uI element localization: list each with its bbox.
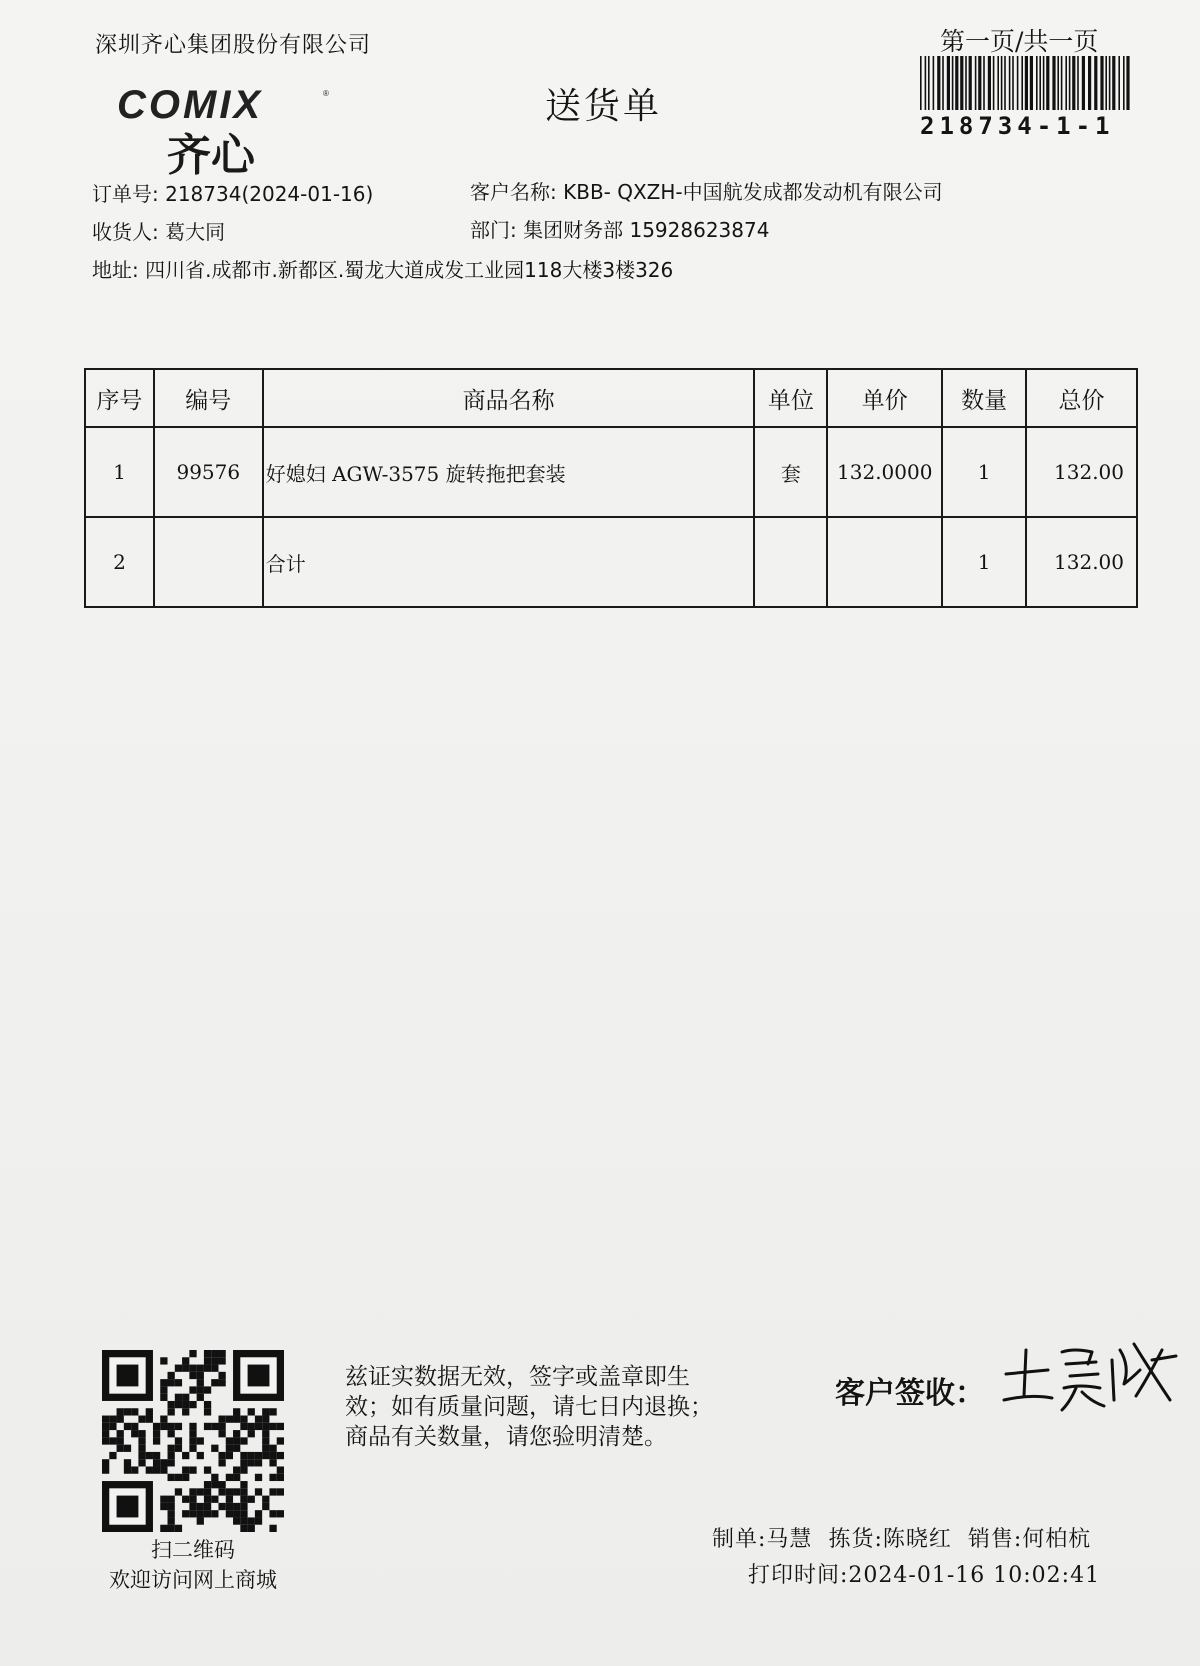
barcode-number: 218734-1-1 bbox=[920, 112, 1115, 140]
address-value: 四川省.成都市.新都区.蜀龙大道成发工业园118大楼3楼326 bbox=[145, 258, 674, 282]
handwritten-signature bbox=[1000, 1330, 1180, 1420]
order-number bbox=[92, 178, 373, 207]
qr-caption-line-2: 欢迎访问网上商城 bbox=[109, 1568, 277, 1592]
cell-price: 132.0000 bbox=[827, 427, 942, 517]
col-header-seq: 序号 bbox=[85, 369, 154, 427]
table-header-row bbox=[85, 369, 1137, 427]
customer-value: KBB- QXZH-中国航发成都发动机有限公司 bbox=[563, 180, 943, 204]
print-time-value: 2024-01-16 10:02:41 bbox=[848, 1563, 1101, 1588]
cell-total: 132.00 bbox=[1026, 427, 1137, 517]
order-label: 订单号: bbox=[92, 182, 166, 206]
cell-code bbox=[154, 517, 263, 607]
cell-seq: 1 bbox=[85, 427, 154, 517]
customer-sign-label: 客户签收： bbox=[835, 1376, 985, 1411]
maker-label: 制单: bbox=[712, 1527, 767, 1552]
col-header-price: 单价 bbox=[827, 369, 942, 427]
department-label: 部门: bbox=[470, 218, 524, 242]
cell-product: 合计 bbox=[263, 517, 755, 607]
staff-line bbox=[712, 1522, 1091, 1553]
recipient-value: 葛大同 bbox=[165, 220, 226, 244]
department-value: 集团财务部 15928623874 bbox=[523, 218, 770, 242]
cell-product: 好媳妇 AGW-3575 旋转拖把套装 bbox=[263, 427, 755, 517]
notice-line-1: 兹证实数据无效，签字或盖章即生 bbox=[345, 1364, 690, 1390]
table-row bbox=[85, 427, 1137, 517]
sales-label: 销售: bbox=[967, 1527, 1023, 1552]
col-header-code: 编号 bbox=[154, 369, 263, 427]
svg-text:®: ® bbox=[323, 89, 329, 98]
notice-line-3: 商品有关数量，请您验明清楚。 bbox=[345, 1424, 667, 1450]
items-table bbox=[84, 368, 1138, 608]
print-time bbox=[748, 1558, 1100, 1589]
col-header-total: 总价 bbox=[1026, 369, 1137, 427]
address-label: 地址: bbox=[92, 258, 146, 282]
company-name: 深圳齐心集团股份有限公司 bbox=[95, 33, 372, 58]
cell-qty: 1 bbox=[942, 517, 1026, 607]
cell-seq: 2 bbox=[85, 517, 154, 607]
table-row bbox=[85, 517, 1137, 607]
comix-logo bbox=[115, 80, 345, 180]
cell-price bbox=[827, 517, 942, 607]
address bbox=[92, 254, 673, 283]
page-indicator: 第一页/共一页 bbox=[940, 27, 1099, 56]
qr-code-image bbox=[102, 1350, 284, 1532]
col-header-qty: 数量 bbox=[942, 369, 1026, 427]
logo-wordmark: COMIX bbox=[117, 83, 264, 127]
maker-value: 马慧 bbox=[766, 1527, 813, 1552]
picker-label: 拣货: bbox=[828, 1527, 883, 1552]
cell-unit: 套 bbox=[754, 427, 827, 517]
sales-value: 何柏杭 bbox=[1022, 1527, 1092, 1552]
qr-caption-line-1: 扫二维码 bbox=[151, 1538, 235, 1562]
picker-value: 陈晓红 bbox=[882, 1527, 952, 1552]
cell-qty: 1 bbox=[942, 427, 1026, 517]
notice-text bbox=[345, 1362, 765, 1452]
cell-total: 132.00 bbox=[1026, 517, 1137, 607]
barcode-image bbox=[918, 56, 1134, 110]
customer-name bbox=[470, 176, 943, 205]
logo-chinese: 齐心 bbox=[167, 130, 255, 180]
order-value: 218734(2024-01-16) bbox=[165, 182, 374, 206]
customer-label: 客户名称: bbox=[470, 180, 564, 204]
notice-line-2: 效；如有质量问题，请七日内退换； bbox=[345, 1394, 713, 1420]
recipient-label: 收货人: bbox=[92, 220, 166, 244]
col-header-unit: 单位 bbox=[754, 369, 827, 427]
document-title: 送货单 bbox=[545, 86, 663, 127]
department bbox=[470, 214, 769, 243]
qr-caption bbox=[88, 1535, 298, 1595]
col-header-product: 商品名称 bbox=[263, 369, 755, 427]
cell-unit bbox=[754, 517, 827, 607]
cell-code: 99576 bbox=[154, 427, 263, 517]
recipient bbox=[92, 216, 225, 245]
print-time-label: 打印时间: bbox=[748, 1563, 849, 1588]
